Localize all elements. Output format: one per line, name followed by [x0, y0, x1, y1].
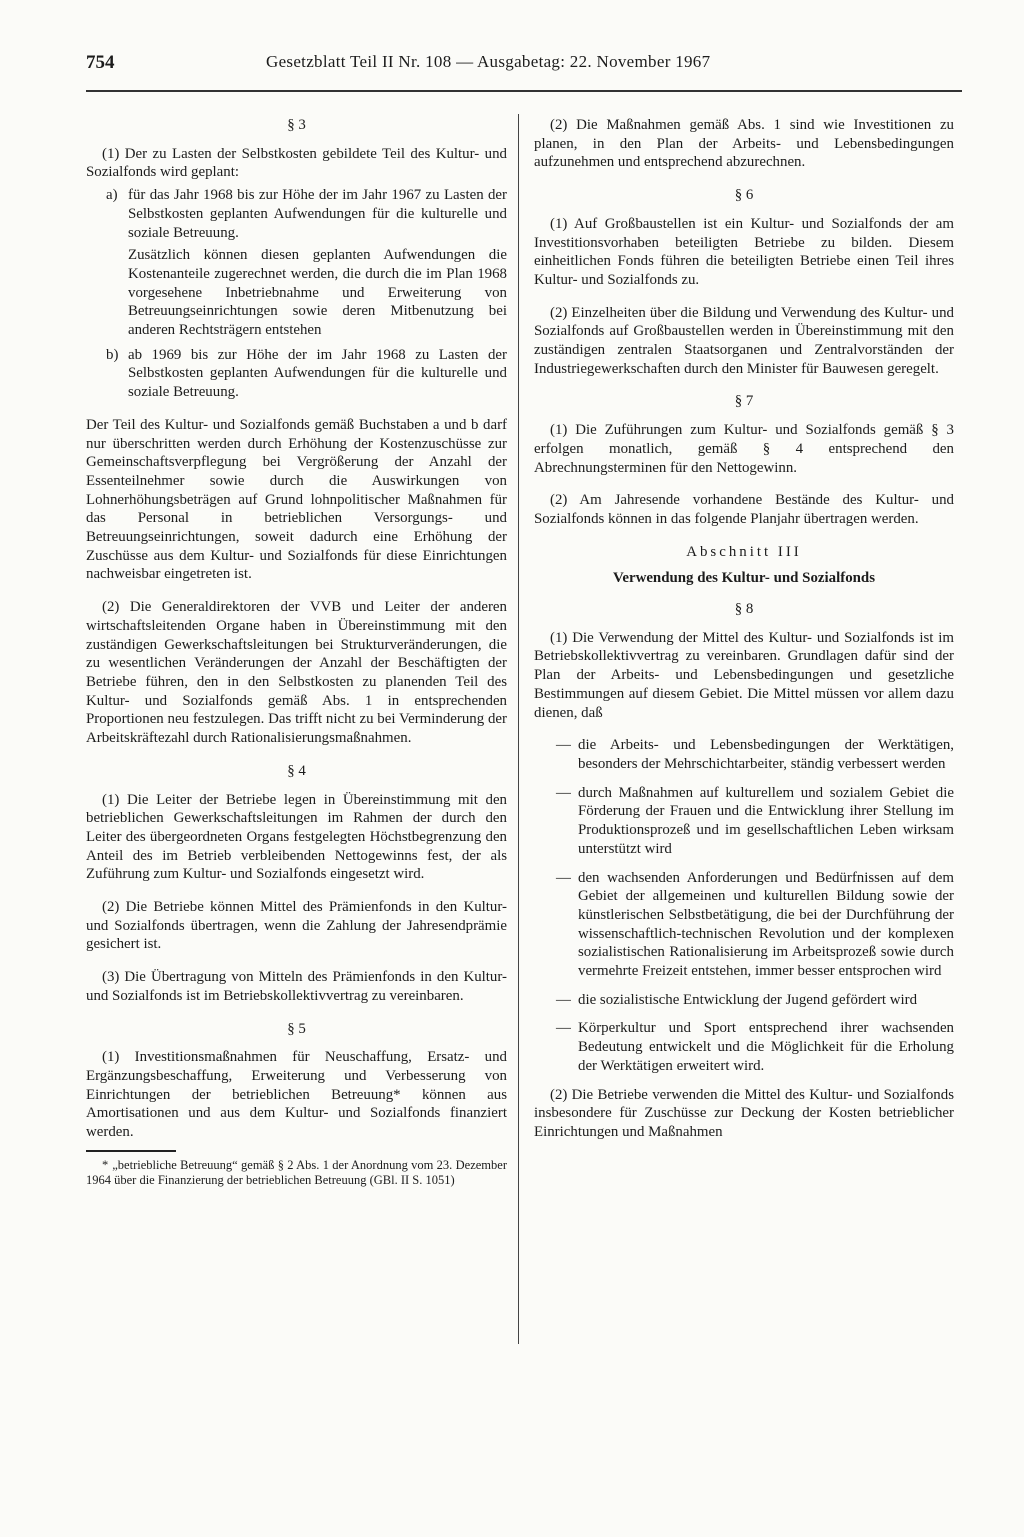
list-item — [534, 869, 954, 981]
footnote-rule — [86, 1150, 176, 1152]
paragraph: (1) Die Leiter der Betriebe legen in Übereinstimmung mit den betrieblichen Gewerkschaftsleitungen im Rahmen der durch den Leiter des übergeordneten Organs festgelegten Höchstbegrenzung den Anteil des im Betrieb verbleibenden Nettogewinns fest, der als Zuführung zum Kultur- und Sozialfonds eingesetzt wird. — [86, 791, 507, 883]
list-item-a — [86, 186, 507, 242]
paragraph: (1) Die Zuführungen zum Kultur- und Sozialfonds gemäß § 3 erfolgen monatlich, gemäß § 4 entsprechend den Abrechnungsterminen für den Nettogewinn. — [534, 422, 954, 476]
footnote-text: „betriebliche Betreuung“ gemäß § 2 Abs. 1 der Anordnung vom 23. Dezember 1964 über die Finanzierung der betrieblichen Betreuung (GBl. II S. 1051) — [86, 1157, 507, 1188]
list-item-b — [86, 346, 507, 402]
header-rule — [86, 90, 962, 92]
list-item-text: durch Maßnahmen auf kulturellem und sozialem Gebiet die Förderung der Frauen und die Entwicklung ihrer Stellung im Produktionsprozeß und im gesellschaftlichen Leben wirksam unterstützt wird — [578, 784, 954, 857]
right-column — [534, 116, 954, 1142]
dash-marker: — — [556, 1020, 571, 1037]
list-item-text: die Arbeits- und Lebensbedingungen der Werktätigen, besonders der Mehrschichtarbeiter, ständig verbessert werden — [578, 737, 954, 772]
paragraph: (1) Die Verwendung der Mittel des Kultur- und Sozialfonds ist im Betriebskollektivvertrag zu vereinbaren. Grundlagen dafür sind der Plan der Arbeits- und Lebensbedingungen und gesetzliche Bestimmungen auf diesem Gebiet. Die Mittel müssen vor allem dazu dienen, daß — [534, 629, 954, 721]
section-title: Abschnitt III — [686, 543, 802, 560]
paragraph: (2) Am Jahresende vorhandene Bestände des Kultur- und Sozialfonds können in das folgende Planjahr übertragen werden. — [534, 492, 954, 527]
footnote — [86, 1158, 507, 1189]
item-marker: b) — [106, 346, 119, 363]
dash-marker: — — [556, 784, 571, 801]
paragraph: (2) Die Betriebe verwenden die Mittel des Kultur- und Sozialfonds insbesondere für Zuschüsse zur Deckung der Kosten betrieblicher Einrichtungen und Maßnahmen — [534, 1086, 954, 1140]
list-item-text: die sozialistische Entwicklung der Jugend gefördert wird — [578, 991, 918, 1008]
section-subtitle: Verwendung des Kultur- und Sozialfonds — [612, 570, 876, 587]
column-divider — [518, 114, 519, 1344]
paragraph: (2) Die Betriebe können Mittel des Prämienfonds in den Kultur- und Sozialfonds übertragen, wenn die Zahlung der Jahresendprämie gesichert ist. — [86, 899, 507, 953]
section-heading-8: § 8 — [734, 601, 754, 618]
list-item — [534, 991, 954, 1010]
dash-marker: — — [556, 869, 571, 886]
paragraph: (1) Auf Großbaustellen ist ein Kultur- und Sozialfonds der am Investitionsvorhaben beteiligten Betriebe zu bilden. Diesem einheitlichen Fonds führen die beteiligten Betriebe einen Teil ihres Kultur- und Sozialfonds zu. — [534, 215, 954, 288]
list-item — [534, 784, 954, 859]
paragraph: (2) Die Maßnahmen gemäß Abs. 1 sind wie Investitionen zu planen, in den Plan der Arbeits- und Lebensbedingungen aufzunehmen und entsprechend abzurechnen. — [534, 117, 954, 171]
list-item-text: Körperkultur und Sport entsprechend ihrer wachsenden Bedeutung entwickelt und die Möglichkeit für die Erholung der Werktätigen erweitert wird. — [578, 1020, 954, 1074]
item-text: für das Jahr 1968 bis zur Höhe der im Jahr 1967 zu Lasten der Selbstkosten geplanten Aufwendungen für die kulturelle und soziale Betreuung. — [128, 187, 507, 241]
list-item — [534, 1019, 954, 1075]
section-heading-4: § 4 — [287, 762, 306, 779]
list-item — [534, 736, 954, 773]
running-title: Gesetzblatt Teil II Nr. 108 — Ausgabetag: 22. November 1967 — [266, 52, 711, 71]
paragraph: (1) Investitionsmaßnahmen für Neuschaffung, Ersatz- und Ergänzungsbeschaffung, Erweiterung und Verbesserung von Einrichtungen der betrieblichen Betreuung* können aus Amortisationen und aus dem Kultur- und Sozialfonds finanziert werden. — [86, 1049, 507, 1141]
paragraph: (2) Einzelheiten über die Bildung und Verwendung des Kultur- und Sozialfonds auf Großbaustellen werden in Übereinstimmung mit den zuständigen zentralen Staatsorganen und Zentralvorständen der Industriegewerkschaften durch den Minister für Bauwesen geregelt. — [534, 304, 954, 377]
left-column — [86, 116, 507, 1189]
paragraph: (2) Die Generaldirektoren der VVB und Leiter der anderen wirtschaftsleitenden Organe haben in Übereinstimmung mit den zuständigen Gewerkschaftsleitungen bei Strukturveränderungen, die zu wesentlichen Veränderungen der Anzahl der Beschäftigten der Betriebe führen, den in den Selbstkosten zu planenden Teil des Kultur- und Sozialfonds gemäß Abs. 1 in entsprechenden Proportionen neu festzulegen. Das trifft nicht zu bei Verminderung der Arbeitskräftezahl durch Rationalisierungsmaßnahmen. — [86, 599, 507, 747]
paragraph: (3) Die Übertragung von Mitteln des Prämienfonds in den Kultur- und Sozialfonds ist im Betriebskollektivvertrag zu vereinbaren. — [86, 969, 507, 1004]
item-continuation: Zusätzlich können diesen geplanten Aufwendungen die Kostenanteile zugerechnet werden, die durch die im Plan 1968 vorgesehene Inbetriebnahme und Erweiterung von Betreuungseinrichtungen sowie deren Mitbenutzung bei anderen Rechtsträgern entstehen — [128, 247, 507, 339]
section-heading-7: § 7 — [734, 393, 754, 410]
item-text: ab 1969 bis zur Höhe der im Jahr 1968 zu Lasten der Selbstkosten geplanten Aufwendungen für die kulturelle und soziale Betreuung. — [128, 346, 507, 401]
page-header — [86, 52, 966, 88]
section-heading-3: § 3 — [287, 117, 306, 133]
item-marker: a) — [106, 187, 118, 204]
page-number: 754 — [86, 52, 115, 73]
list-item-text: den wachsenden Anforderungen und Bedürfnissen auf dem Gebiet der allgemeinen und kulturellen Bildung sowie der künstlerischen Selbstbetätigung, die bei der Durchführung der wissenschaftlich-technischen Revolution und der komplexen sozialistischen Rationalisierung im Arbeitsprozeß sowie durch vermehrte Freizeit entstehen, immer besser entsprochen wird — [578, 869, 954, 980]
dash-marker: — — [556, 991, 571, 1008]
dash-marker: — — [556, 737, 571, 754]
section-heading-6: § 6 — [734, 187, 754, 204]
section-heading-5: § 5 — [287, 1020, 306, 1037]
paragraph: (1) Der zu Lasten der Selbstkosten gebildete Teil des Kultur- und Sozialfonds wird geplant: — [86, 145, 507, 181]
paragraph: Der Teil des Kultur- und Sozialfonds gemäß Buchstaben a und b darf nur überschritten werden durch Erhöhung der Kostenzuschüsse zur Gemeinschaftsverpflegung bei Vergrößerung der Anzahl der Essenteilnehmer sowie durch die Auswirkungen von Lohnerhöhungsbeträgen auf Grund lohnpolitischer Maßnahmen für das Personal in betrieblichen Versorgungs- und Betreuungseinrichtungen, soweit dadurch eine Erhöhung der Zuschüsse aus dem Kultur- und Sozialfonds für diese Einrichtungen nachweisbar eingetreten ist. — [86, 416, 507, 583]
footnote-mark: * — [102, 1157, 109, 1172]
